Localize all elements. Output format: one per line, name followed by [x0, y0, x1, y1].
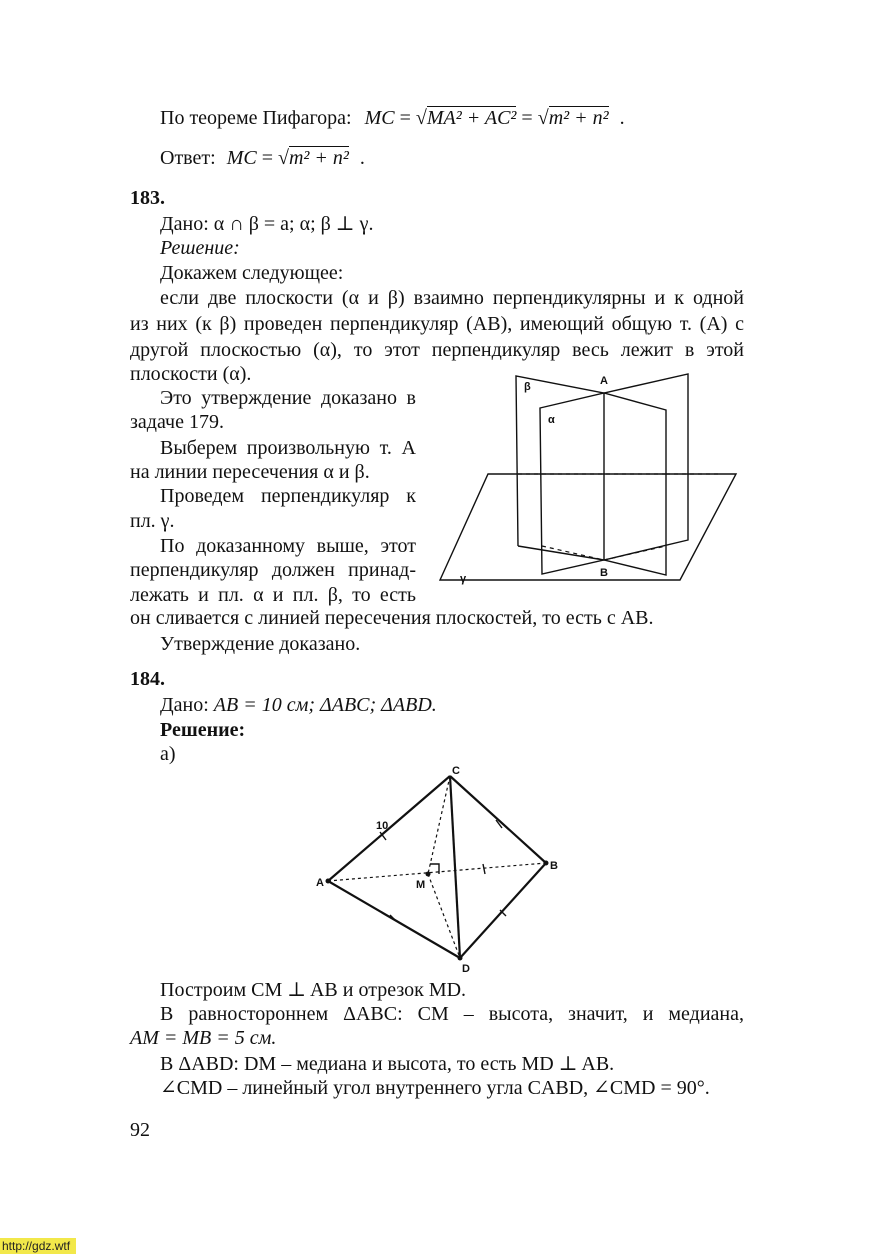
text-line: из них (к β) проведен перпендикуляр (AB), имеющий общую т. (A) с: [130, 313, 744, 335]
given-text: α ∩ β = a; α; β ⊥ γ.: [213, 213, 374, 235]
problem-183-solution-heading: Решение:: [160, 237, 240, 259]
text-line: другой плоскостью (α), то этот перпендикуляр весь лежит в этой: [130, 339, 744, 361]
answer-radicand: m² + n²: [288, 147, 349, 169]
text-line: если две плоскости (α и β) взаимно перпендикулярны и к одной: [160, 287, 744, 309]
text-line: Утверждение доказано.: [160, 633, 361, 655]
page-number: 92: [130, 1119, 150, 1141]
label-m: M: [416, 879, 426, 891]
text-line: пл. γ.: [130, 510, 175, 532]
part-label: а): [160, 743, 176, 765]
text-line: Это утверждение доказано в: [160, 387, 416, 409]
text-line: Выберем произвольную т. A: [160, 437, 416, 459]
text-line: Докажем следующее:: [160, 262, 344, 284]
tick-mark: [483, 864, 485, 874]
text-line: задаче 179.: [130, 411, 224, 433]
problem-183-number: 183.: [130, 187, 165, 209]
pythagoras-lhs: MC: [364, 107, 395, 129]
label-alpha: α: [548, 414, 555, 426]
text-line: По доказанному выше, этот: [160, 535, 416, 557]
given-text: AB = 10 см; ΔABC; ΔABD.: [213, 694, 437, 716]
label-b: B: [550, 860, 558, 872]
text-line: лежать и пл. α и пл. β, то есть: [130, 584, 416, 606]
edge-db: [460, 863, 546, 958]
plane-alpha-outline: [540, 393, 666, 575]
label-gamma: γ: [460, 573, 467, 585]
problem-184-solution-heading: Решение:: [160, 719, 246, 741]
label-beta: β: [524, 381, 531, 393]
problem-184-number: 184.: [130, 668, 165, 690]
label-b: B: [600, 567, 608, 579]
problem-183-given: [160, 212, 373, 236]
edge-cd: [450, 776, 460, 958]
answer-tail: .: [359, 147, 365, 169]
pythagoras-radicand-2: m² + n²: [548, 107, 609, 129]
answer-lhs: MC: [226, 147, 257, 169]
vertex-a-dot: [326, 879, 331, 884]
problem-184-given: [160, 693, 437, 717]
edge-ac: [328, 776, 450, 881]
pythagoras-tail: .: [619, 107, 625, 129]
text-line: Построим CM ⊥ AB и отрезок MD.: [160, 979, 467, 1001]
watermark-link[interactable]: http://gdz.wtf: [0, 1238, 76, 1254]
given-label: Дано:: [160, 213, 209, 235]
text-line: Проведем перпендикуляр к: [160, 485, 416, 507]
text-line: плоскости (α).: [130, 363, 252, 385]
planes-figure: [430, 368, 750, 594]
given-label: Дано:: [160, 694, 209, 716]
label-c: C: [452, 765, 460, 777]
pythagoras-radicand-1: MA² + AC²: [426, 107, 517, 129]
label-ten: 10: [376, 820, 389, 832]
label-a: A: [316, 877, 324, 889]
text-line: он сливается с линией пересечения плоскостей, то есть с AB.: [130, 607, 654, 629]
point-m-dot: [426, 872, 431, 877]
vertex-b-dot: [544, 861, 549, 866]
text-line: AM = MB = 5 см.: [130, 1027, 277, 1049]
previous-answer: Ответ: MC = √m² + n² .: [160, 147, 365, 169]
label-a: A: [600, 375, 608, 387]
edge-cb: [450, 776, 546, 863]
text-line: на линии пересечения α и β.: [130, 461, 370, 483]
pythagoras-line: По теореме Пифагора: MC = √MA² + AC² = √m² + n² .: [160, 107, 625, 129]
text-line: В ΔABD: DM – медиана и высота, то есть MD ⊥ AB.: [160, 1053, 615, 1075]
vertex-d-dot: [458, 956, 463, 961]
pythagoras-label: По теореме Пифагора:: [160, 107, 352, 129]
answer-label: Ответ:: [160, 147, 216, 169]
tetrahedron-figure: [310, 760, 570, 974]
edge-ab-hidden: [328, 863, 546, 881]
text-line: перпендикуляр должен принад-: [130, 559, 416, 581]
text-line: ∠CMD – линейный угол внутреннего угла CABD, ∠CMD = 90°.: [160, 1077, 710, 1099]
text-line: В равностороннем ΔABC: CM – высота, значит, и медиана,: [160, 1003, 744, 1025]
label-d: D: [462, 963, 470, 974]
